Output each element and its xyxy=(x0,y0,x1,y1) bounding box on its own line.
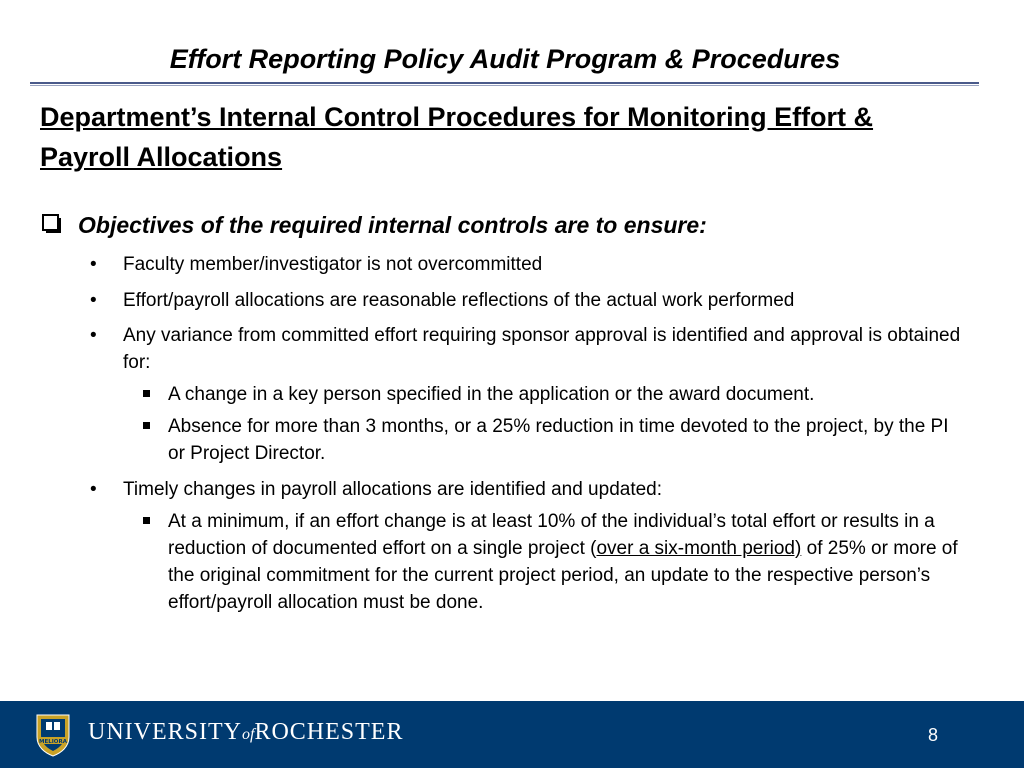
underlined-phrase: over a six-month period) xyxy=(596,538,802,559)
bullet-icon: • xyxy=(90,290,97,311)
title-divider xyxy=(30,82,979,86)
bullet-icon: • xyxy=(90,254,97,275)
sub-list-text-part: At a minimum, if an effort change is at least 10% of the individual’s total effort or results in a reduction of documented effort on a single project ( xyxy=(168,511,935,559)
wordmark-university: UNIVERSITY xyxy=(88,719,242,745)
university-wordmark xyxy=(88,719,403,746)
sub-list-text-part: of 25% or more of the original commitment for the current project period, an update to the respective person’s effort/payroll allocation must be done. xyxy=(168,538,958,613)
sub-list-item-text xyxy=(168,508,968,616)
list-item-text: Faculty member/investigator is not overcommitted xyxy=(123,254,543,275)
sub-list-item-text: A change in a key person specified in the application or the award document. xyxy=(168,384,815,405)
list-item-text: Timely changes in payroll allocations are identified and updated: xyxy=(123,479,663,500)
square-bullet-icon xyxy=(143,422,150,429)
square-bullet-icon xyxy=(143,390,150,397)
slide-title: Effort Reporting Policy Audit Program & Procedures xyxy=(169,44,841,74)
heading-line-1: Department’s Internal Control Procedures for Monitoring Effort & xyxy=(40,102,874,132)
footer-bar xyxy=(0,701,1024,768)
bullet-icon: • xyxy=(90,325,97,346)
objective-text: Objectives of the required internal controls are to ensure: xyxy=(78,212,707,238)
bullet-icon: • xyxy=(90,479,97,500)
svg-text:MELIORA: MELIORA xyxy=(39,739,67,745)
list-item-text: Effort/payroll allocations are reasonable reflections of the actual work performed xyxy=(123,290,795,311)
page-number: 8 xyxy=(928,725,939,745)
square-bullet-icon xyxy=(143,517,150,524)
wordmark-of: of xyxy=(242,726,255,743)
list-item-text: Any variance from committed effort requiring sponsor approval is identified and approval is obtained for: xyxy=(123,325,961,373)
sub-list-item-text: Absence for more than 3 months, or a 25% reduction in time devoted to the project, by the PI or Project Director. xyxy=(168,416,949,464)
heading-line-2: Payroll Allocations xyxy=(40,142,283,172)
wordmark-rochester: ROCHESTER xyxy=(254,719,404,745)
university-seal-icon xyxy=(33,713,73,757)
checkbox-bullet-icon xyxy=(42,214,59,231)
section-heading xyxy=(40,97,1000,177)
